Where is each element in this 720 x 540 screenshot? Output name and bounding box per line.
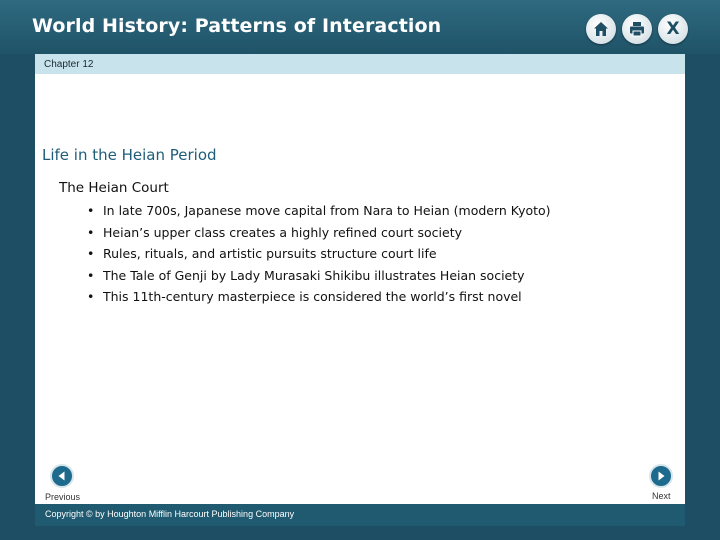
print-icon bbox=[628, 20, 646, 38]
arrow-left-icon bbox=[56, 470, 68, 482]
bullet-item bbox=[87, 246, 551, 268]
chapter-bar bbox=[35, 54, 685, 74]
bullet-list bbox=[87, 203, 551, 311]
home-button[interactable] bbox=[586, 14, 616, 44]
close-icon: X bbox=[666, 19, 680, 39]
bullet-dot: • bbox=[87, 267, 95, 283]
next-label[interactable]: Next bbox=[652, 491, 671, 501]
section-heading: The Heian Court bbox=[59, 180, 169, 196]
bullet-item bbox=[87, 289, 551, 311]
previous-label[interactable]: Previous bbox=[45, 492, 81, 502]
footer-bar bbox=[35, 504, 685, 526]
top-icon-group bbox=[586, 14, 688, 44]
bullet-dot: • bbox=[87, 224, 95, 240]
next-button[interactable] bbox=[649, 464, 673, 488]
app-title: World History: Patterns of Interaction bbox=[32, 15, 442, 37]
previous-button[interactable] bbox=[50, 464, 74, 488]
slide-title: Life in the Heian Period bbox=[42, 146, 217, 164]
arrow-right-icon bbox=[655, 470, 667, 482]
bullet-item bbox=[87, 203, 551, 225]
home-icon bbox=[592, 20, 610, 38]
bullet-dot: • bbox=[87, 289, 95, 304]
chapter-label: Chapter 12 bbox=[44, 59, 94, 70]
bullet-text: In late 700s, Japanese move capital from Nara to Heian (modern Kyoto) bbox=[103, 203, 551, 218]
bullet-dot: • bbox=[87, 203, 95, 218]
close-button[interactable] bbox=[658, 14, 688, 44]
bullet-item bbox=[87, 268, 551, 290]
slide-content bbox=[35, 54, 685, 504]
bullet-text: The Tale of Genji by Lady Murasaki Shikibu illustrates Heian society bbox=[103, 267, 525, 283]
bullet-text: Heian’s upper class creates a highly refined court society bbox=[103, 224, 462, 240]
bullet-item bbox=[87, 225, 551, 247]
top-bar bbox=[0, 0, 720, 54]
bullet-text: This 11th-century masterpiece is considered the world’s first novel bbox=[103, 289, 522, 304]
print-button[interactable] bbox=[622, 14, 652, 44]
bullet-text: Rules, rituals, and artistic pursuits structure court life bbox=[103, 246, 437, 261]
bullet-dot: • bbox=[87, 246, 95, 261]
copyright-text: Copyright © by Houghton Mifflin Harcourt Publishing Company bbox=[45, 509, 295, 519]
